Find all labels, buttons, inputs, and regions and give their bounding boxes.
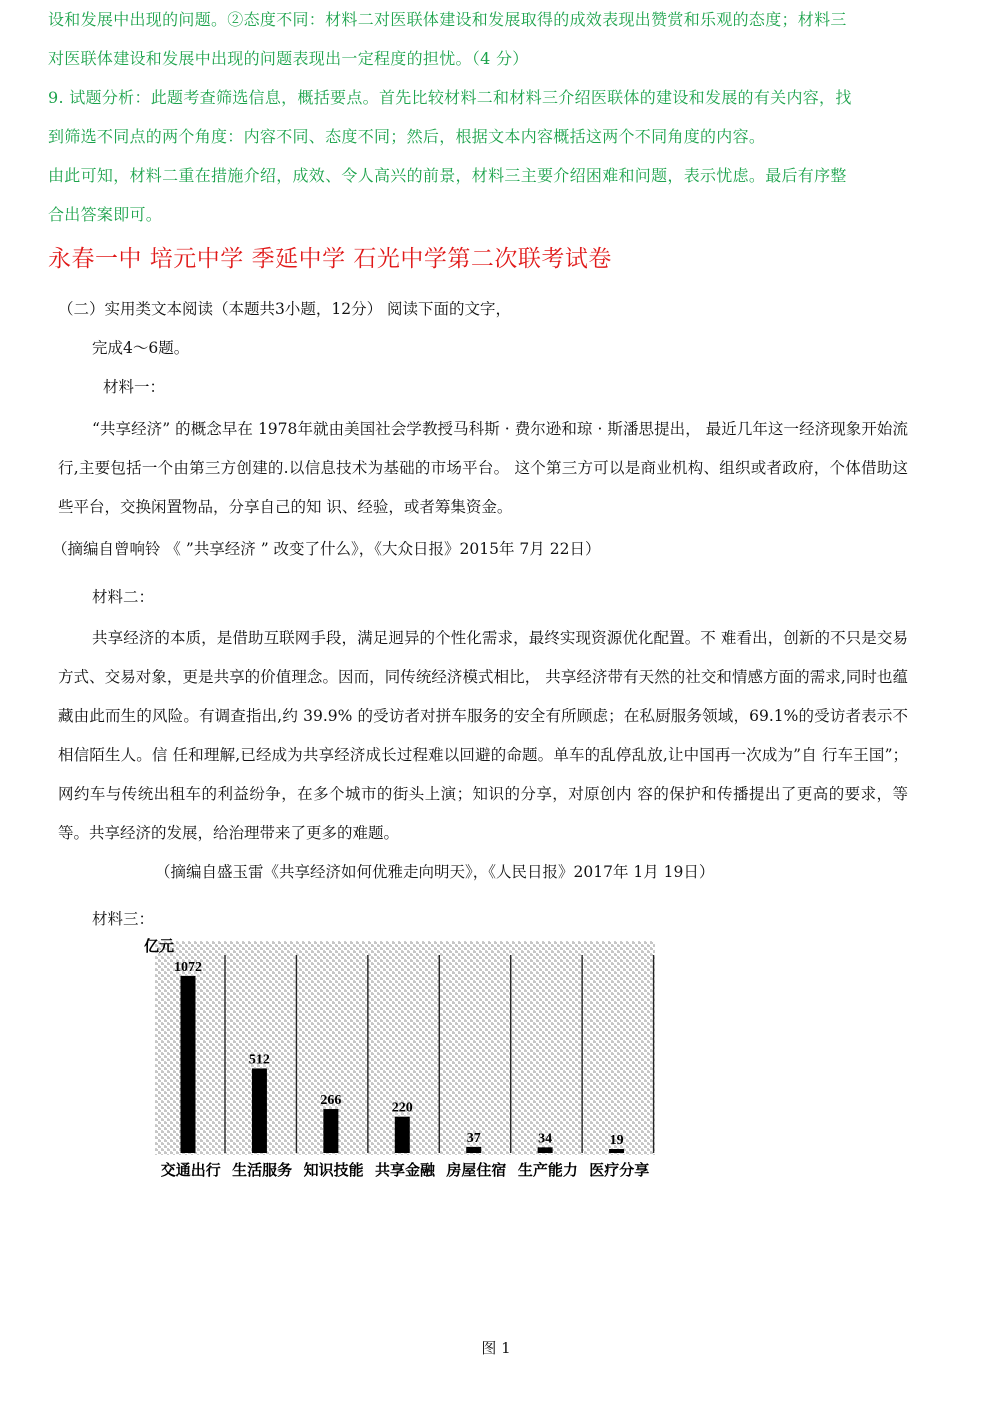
bar-value-label: 512 (248, 1052, 270, 1068)
category-label: 医疗分享 (589, 1161, 650, 1179)
exam-title: 永春一中 培元中学 季延中学 石光中学第二次联考试卷 (48, 246, 612, 272)
bar-6 (538, 1147, 553, 1153)
material2-text: 共享经济的本质，是借助互联网手段，满足迥异的个性化需求，最终实现资源优化配置。不 难看出，创新的不只是交易方式、交易对象，更是共享的价值理念。因而，同传统经济模式相比， 共享经济带有天然的社交和情感方面的需求,同时也蕴藏由此而生的风险。有调查指出,约 39.9% 的受访者对拼车服务的安全有所顾虑；在私厨服务领域，69.1%的受访者表示不相信陌生人。信 任和理解,已经成为共享经济成长过程难以回避的命题。单车的乱停乱放,让中国再一次成为”自 行车王国”；网约车与传统出租车的利益纷争，在多个城市的街头上演；知识的分享，对原创内 容的保护和传播提出了更高的要求，等等。共享经济的发展，给治理带来了更多的难题。 (58, 629, 908, 842)
bar-2 (252, 1068, 267, 1153)
bar-chart-svg (140, 935, 660, 1185)
material2-label: 材料二： (92, 588, 155, 606)
bar-1 (181, 976, 196, 1153)
analysis-line-3: 由此可知，材料二重在措施介绍，成效、令人高兴的前景，材料三主要介绍困难和问题，表示忧虑。最后有序整 (48, 166, 847, 185)
bar-value-label: 34 (538, 1131, 553, 1147)
category-label: 交通出行 (160, 1161, 221, 1179)
category-label: 生产能力 (517, 1161, 578, 1179)
bar-value-label: 1072 (174, 959, 202, 975)
shared-economy-bar-chart (140, 935, 660, 1185)
analysis-line-4: 合出答案即可。 (48, 205, 163, 224)
category-label: 知识技能 (303, 1161, 364, 1179)
figure-caption: 图 1 (481, 1339, 511, 1357)
category-label: 生活服务 (232, 1161, 293, 1179)
material2-source: （摘编自盛玉雷《共享经济如何优雅走向明天》，《人民日报》2017年 1月 19日） (155, 863, 715, 881)
bar-value-label: 37 (466, 1130, 481, 1146)
analysis-line-2: 到筛选不同点的两个角度：内容不同、态度不同；然后，根据文本内容概括这两个不同角度的内容。 (48, 127, 766, 146)
material1-label: 材料一： (103, 378, 166, 396)
answer-line-1: 设和发展中出现的问题。②态度不同：材料二对医联体建设和发展取得的成效表现出赞赏和乐观的态度；材料三 (48, 10, 847, 29)
bar-7 (609, 1149, 624, 1153)
y-axis-unit-label: 亿元 (144, 939, 175, 955)
section-instruction: 完成4～6题。 (92, 339, 190, 357)
category-label: 共享金融 (374, 1161, 436, 1179)
section-heading: （二）实用类文本阅读（本题共3小题，12分） 阅读下面的文字， (58, 300, 512, 318)
category-label: 房屋住宿 (446, 1161, 507, 1179)
analysis-line-1: 9. 试题分析：此题考查筛选信息，概括要点。首先比较材料二和材料三介绍医联体的建设和发展的有关内容，找 (48, 88, 852, 107)
bar-5 (466, 1147, 481, 1153)
bar-value-label: 220 (391, 1100, 413, 1116)
bar-4 (395, 1117, 410, 1153)
answer-line-2: 对医联体建设和发展中出现的问题表现出一定程度的担忧。（4 分） (48, 49, 529, 68)
bar-value-label: 266 (320, 1093, 342, 1109)
material1-source: （摘编自曾响铃 《 ”共享经济 ” 改变了什么》，《大众日报》2015年 7月 22日） (52, 540, 601, 558)
bar-3 (323, 1109, 338, 1153)
material1-text: “共享经济” 的概念早在 1978年就由美国社会学教授马科斯 · 费尔逊和琼 · 斯潘思提出， 最近几年这一经济现象开始流行,主要包括一个由第三方创建的.以信息技术为基础的市场平台。 这个第三方可以是商业机构、组织或者政府，个体借助这些平台，交换闲置物品，分享自己的知 识、经验，或者筹集资金。 (58, 420, 908, 516)
bar-value-label: 19 (609, 1133, 624, 1148)
material3-label: 材料三： (92, 910, 155, 928)
